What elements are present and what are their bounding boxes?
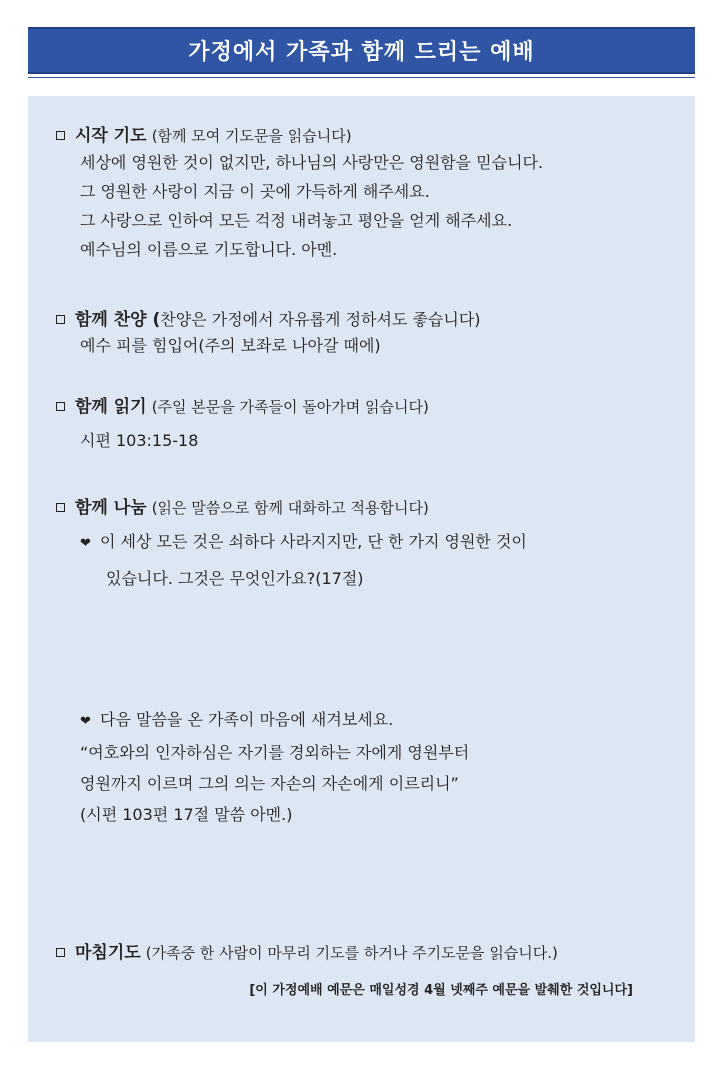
question-2-intro: [56, 704, 685, 737]
checkbox-icon: [56, 315, 65, 324]
closing-prayer-heading: [56, 941, 685, 965]
opening-prayer-line: 예수님의 이름으로 기도합니다. 아멘.: [80, 240, 338, 259]
scripture-quote-line: “여호와의 인자하심은 자기를 경외하는 자에게 영원부터: [80, 743, 470, 762]
praise-label: 함께 찬양 (: [75, 310, 161, 330]
praise-note: 찬양은 가정에서 자유롭게 정하셔도 좋습니다): [160, 310, 481, 329]
closing-prayer-note: (가족중 한 사람이 마무리 기도를 하거나 주기도문을 읽습니다.): [145, 944, 558, 962]
checkbox-icon: [56, 948, 65, 957]
section-reading: [56, 395, 685, 453]
sharing-label: 함께 나눔: [75, 498, 147, 518]
praise-heading: [56, 308, 685, 332]
reading-label: 함께 읽기: [75, 397, 147, 417]
opening-prayer-heading: [56, 124, 685, 148]
closing-prayer-label: 마침기도: [75, 943, 141, 963]
heart-icon: ❤: [80, 714, 91, 729]
heart-icon: ❤: [80, 536, 91, 551]
praise-song: 예수 피를 힘입어(주의 보좌로 나아갈 때에): [80, 336, 381, 355]
sharing-question-2: [56, 704, 685, 830]
section-praise: [56, 308, 685, 360]
sharing-question-1: [56, 524, 685, 561]
title-bar: [28, 27, 695, 74]
question-1-line: 이 세상 모든 것은 쇠하다 사라지지만, 단 한 가지 영원한 것이: [100, 532, 527, 551]
section-opening-prayer: [56, 124, 685, 264]
opening-prayer-line: 그 영원한 사랑이 지금 이 곳에 가득하게 해주세요.: [80, 182, 430, 201]
question-1-line: 있습니다. 그것은 무엇인가요?(17절): [106, 569, 364, 588]
question-2-line: 다음 말씀을 온 가족이 마음에 새겨보세요.: [100, 710, 394, 729]
scripture-reference: (시편 103편 17절 말씀 아멘.): [80, 805, 293, 824]
section-closing-prayer: [56, 941, 685, 965]
reading-heading: [56, 395, 685, 419]
opening-prayer-note: (함께 모여 기도문을 읽습니다): [151, 127, 352, 145]
opening-prayer-line: 그 사랑으로 인하여 모든 걱정 내려놓고 평안을 얻게 해주세요.: [80, 211, 513, 230]
source-note: [이 가정예배 예문은 매일성경 4월 넷째주 예문을 발췌한 것입니다]: [249, 983, 633, 998]
sharing-note: (읽은 말씀으로 함께 대화하고 적용합니다): [151, 499, 429, 517]
opening-prayer-label: 시작 기도: [75, 126, 147, 146]
section-sharing: [56, 496, 685, 596]
reading-passage: 시편 103:15-18: [80, 431, 199, 450]
opening-prayer-line: 세상에 영원한 것이 없지만, 하나님의 사랑만은 영원함을 믿습니다.: [80, 153, 544, 172]
checkbox-icon: [56, 131, 65, 140]
reading-note: (주일 본문을 가족들이 돌아가며 읽습니다): [151, 398, 429, 416]
worship-content: [28, 96, 695, 1042]
page-title: 가정에서 가족과 함께 드리는 예배: [188, 40, 535, 65]
scripture-quote-line: 영원까지 이르며 그의 의는 자손의 자손에게 이르리니”: [80, 774, 459, 793]
sharing-heading: [56, 496, 685, 520]
checkbox-icon: [56, 402, 65, 411]
checkbox-icon: [56, 503, 65, 512]
